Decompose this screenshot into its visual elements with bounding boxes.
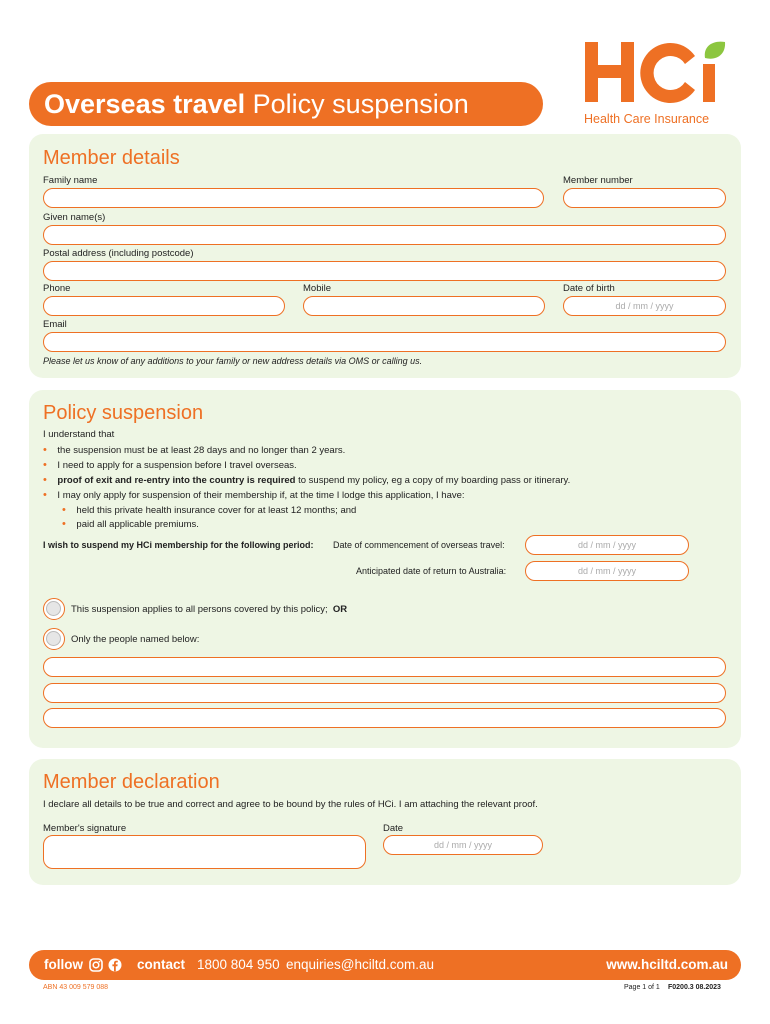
sub-bullet-text: paid all applicable premiums. bbox=[76, 519, 199, 530]
form-code: F0200.3 08.2023 bbox=[668, 984, 721, 991]
understand-intro: I understand that bbox=[43, 429, 115, 440]
member-number-input[interactable] bbox=[563, 188, 726, 208]
bullet-dot-icon: • bbox=[62, 504, 66, 516]
family-name-input[interactable] bbox=[43, 188, 544, 208]
page-number: Page 1 of 1 bbox=[624, 984, 660, 991]
bullet-item bbox=[43, 489, 465, 501]
mobile-label: Mobile bbox=[303, 283, 331, 294]
signature-input[interactable] bbox=[43, 835, 366, 869]
all-persons-label: This suspension applies to all persons covered by this policy; bbox=[71, 604, 328, 615]
named-people-radio[interactable] bbox=[43, 628, 65, 650]
given-names-input[interactable] bbox=[43, 225, 726, 245]
bullet-text: I need to apply for a suspension before I travel overseas. bbox=[57, 460, 297, 471]
bullet-dot-icon: • bbox=[43, 459, 47, 471]
commencement-label: Date of commencement of overseas travel: bbox=[333, 540, 505, 550]
named-person-input-1[interactable] bbox=[43, 657, 726, 677]
follow-label: follow bbox=[44, 957, 83, 972]
policy-suspension-title: Policy suspension bbox=[43, 402, 204, 424]
member-declaration-title: Member declaration bbox=[43, 771, 220, 793]
bullet-dot-icon: • bbox=[43, 474, 47, 486]
logo-tagline: Health Care Insurance bbox=[584, 112, 710, 126]
form-title-rest: Policy suspension bbox=[245, 89, 469, 119]
sub-bullet-item bbox=[62, 518, 199, 530]
sub-bullet-item bbox=[62, 504, 356, 516]
bullet-item bbox=[43, 459, 297, 471]
bullet-text: the suspension must be at least 28 days and no longer than 2 years. bbox=[57, 445, 346, 456]
email-label: Email bbox=[43, 319, 67, 330]
given-names-label: Given name(s) bbox=[43, 212, 106, 223]
bullet-dot-icon: • bbox=[43, 444, 47, 456]
bullet-dot-icon: • bbox=[43, 489, 47, 501]
named-people-label: Only the people named below: bbox=[71, 634, 200, 645]
member-details-note: Please let us know of any additions to your family or new address details via OMS or calling us. bbox=[43, 356, 423, 366]
mobile-input[interactable] bbox=[303, 296, 545, 316]
all-persons-option bbox=[71, 604, 347, 615]
bullet-dot-icon: • bbox=[62, 518, 66, 530]
period-label: I wish to suspend my HCi membership for the following period: bbox=[43, 540, 314, 550]
contact-label: contact bbox=[137, 957, 186, 972]
abn-text: ABN 43 009 579 088 bbox=[43, 984, 108, 991]
family-name-label: Family name bbox=[43, 175, 98, 186]
declaration-text: I declare all details to be true and correct and agree to be bound by the rules of HCi. I am attaching the relevant proof. bbox=[43, 799, 538, 810]
bullet-item bbox=[43, 474, 570, 486]
website-link[interactable]: www.hciltd.com.au bbox=[606, 957, 728, 972]
named-person-input-3[interactable] bbox=[43, 708, 726, 728]
email-input[interactable] bbox=[43, 332, 726, 352]
commencement-date-input[interactable]: dd / mm / yyyy bbox=[525, 535, 689, 555]
contact-email[interactable]: enquiries@hciltd.com.au bbox=[286, 957, 435, 972]
facebook-icon[interactable] bbox=[108, 958, 122, 972]
signature-label: Member's signature bbox=[43, 823, 127, 834]
bullet-text: I may only apply for suspension of their membership if, at the time I lodge this application, I have: bbox=[57, 490, 465, 501]
postal-address-label: Postal address (including postcode) bbox=[43, 248, 194, 259]
or-label: OR bbox=[332, 604, 348, 615]
bullet-text-bold: proof of exit and re-entry into the country is required bbox=[57, 475, 296, 486]
phone-input[interactable] bbox=[43, 296, 285, 316]
dob-input[interactable]: dd / mm / yyyy bbox=[563, 296, 726, 316]
instagram-icon[interactable] bbox=[89, 958, 103, 972]
return-date-input[interactable]: dd / mm / yyyy bbox=[525, 561, 689, 581]
declaration-date-input[interactable]: dd / mm / yyyy bbox=[383, 835, 543, 855]
footer-bar bbox=[29, 950, 741, 980]
contact-phone[interactable]: 1800 804 950 bbox=[197, 957, 280, 972]
member-details-title: Member details bbox=[43, 147, 180, 169]
phone-label: Phone bbox=[43, 283, 71, 294]
postal-address-input[interactable] bbox=[43, 261, 726, 281]
form-title bbox=[29, 82, 543, 126]
bullet-text: to suspend my policy, eg a copy of my boarding pass or itinerary. bbox=[295, 475, 571, 486]
member-number-label: Member number bbox=[563, 175, 633, 186]
sub-bullet-text: held this private health insurance cover for at least 12 months; and bbox=[76, 505, 357, 516]
all-persons-radio[interactable] bbox=[43, 598, 65, 620]
return-label: Anticipated date of return to Australia: bbox=[356, 566, 507, 576]
bullet-item bbox=[43, 444, 345, 456]
declaration-date-label: Date bbox=[383, 823, 404, 834]
dob-label: Date of birth bbox=[563, 283, 615, 294]
named-person-input-2[interactable] bbox=[43, 683, 726, 703]
form-title-bold: Overseas travel bbox=[44, 89, 246, 119]
